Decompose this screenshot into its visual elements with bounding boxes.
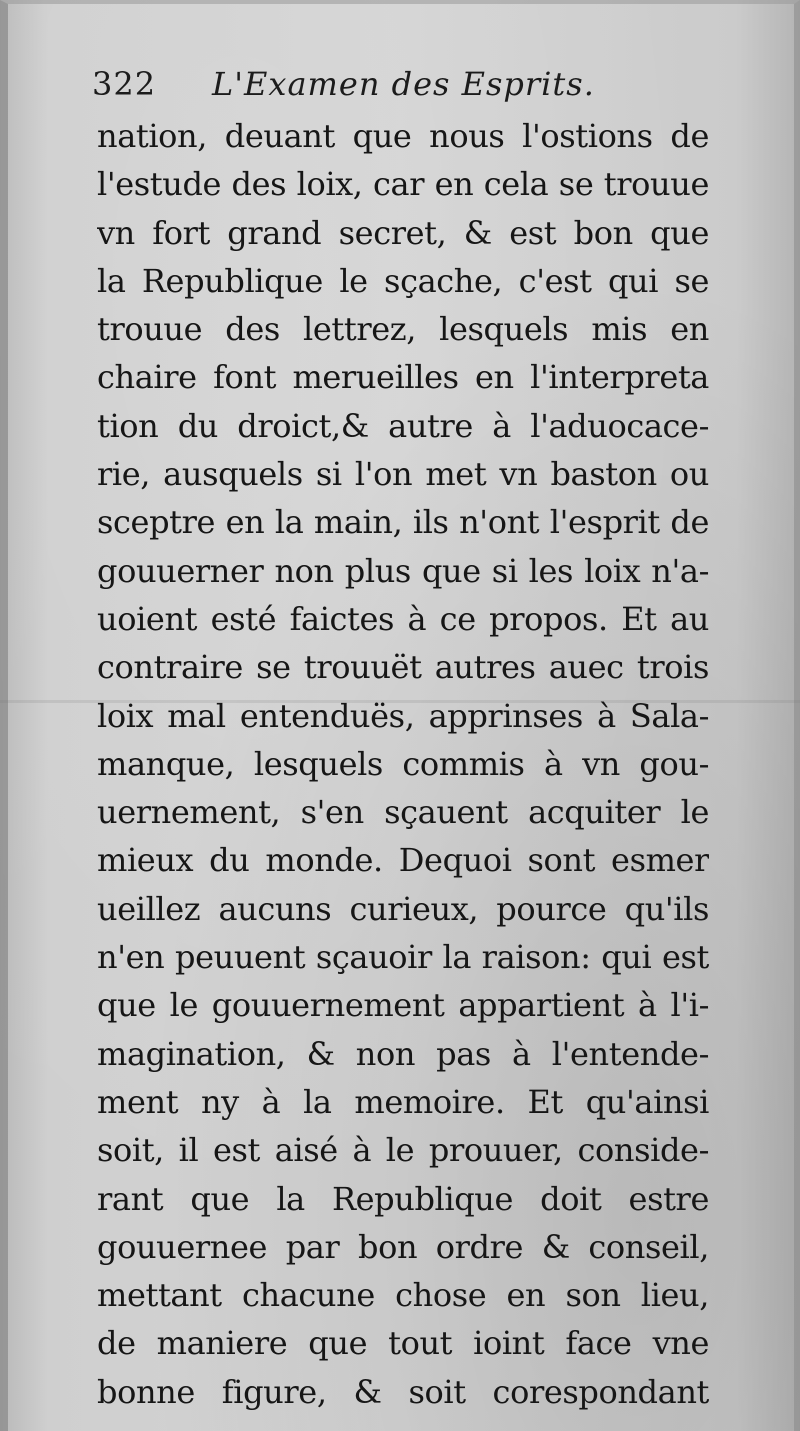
text-line: vn fort grand secret, & est bon que <box>97 213 709 252</box>
text-line: mieux du monde. Dequoi sont esmer <box>97 841 709 880</box>
text-line: soit, il est aisé à le prouuer, conside- <box>97 1131 709 1170</box>
body-text <box>97 112 709 1416</box>
text-line: ment ny à la memoire. Et qu'ainsi <box>97 1082 709 1121</box>
text-line: l'estude des loix, car en cela se trouue <box>97 165 709 204</box>
text-line: que le gouuernement appartient à l'i- <box>97 986 709 1025</box>
text-line: de maniere que tout ioint face vne <box>97 1324 709 1363</box>
text-line: gouuernee par bon ordre & conseil, <box>97 1227 709 1266</box>
running-title: L'Examen des Esprits. <box>212 65 595 103</box>
text-line: bonne figure, & soit corespondant <box>97 1372 709 1411</box>
text-line: rie, ausquels si l'on met vn baston ou <box>97 455 709 494</box>
text-line: gouuerner non plus que si les loix n'a- <box>97 551 709 590</box>
text-line: nation, deuant que nous l'ostions de <box>97 117 709 155</box>
text-line: n'en peuuent sçauoir la raison: qui est <box>97 938 709 977</box>
text-line: tion du droict,& autre à l'aduocace- <box>97 406 709 445</box>
text-line: trouue des lettrez, lesquels mis en <box>97 310 709 349</box>
text-line: rant que la Republique doit estre <box>97 1179 709 1218</box>
page-header <box>92 62 732 110</box>
text-line: la Republique le sçache, c'est qui se <box>97 261 709 300</box>
text-line: uernement, s'en sçauent acquiter le <box>97 793 709 832</box>
page-number: 322 <box>92 65 157 103</box>
text-line: manque, lesquels commis à vn gou- <box>97 744 709 783</box>
text-line: loix mal entenduës, apprinses à Sala- <box>97 696 709 735</box>
text-line: sceptre en la main, ils n'ont l'esprit de <box>97 503 709 542</box>
text-line: mettant chacune chose en son lieu, <box>97 1276 709 1315</box>
text-line: contraire se trouuët autres auec trois <box>97 648 709 687</box>
text-line: chaire font merueilles en l'interpreta <box>97 358 709 397</box>
text-line: magination, & non pas à l'entende- <box>97 1034 709 1073</box>
text-line: uoient esté faictes à ce propos. Et au <box>97 599 709 638</box>
text-line: ueillez aucuns curieux, pource qu'ils <box>97 889 709 928</box>
